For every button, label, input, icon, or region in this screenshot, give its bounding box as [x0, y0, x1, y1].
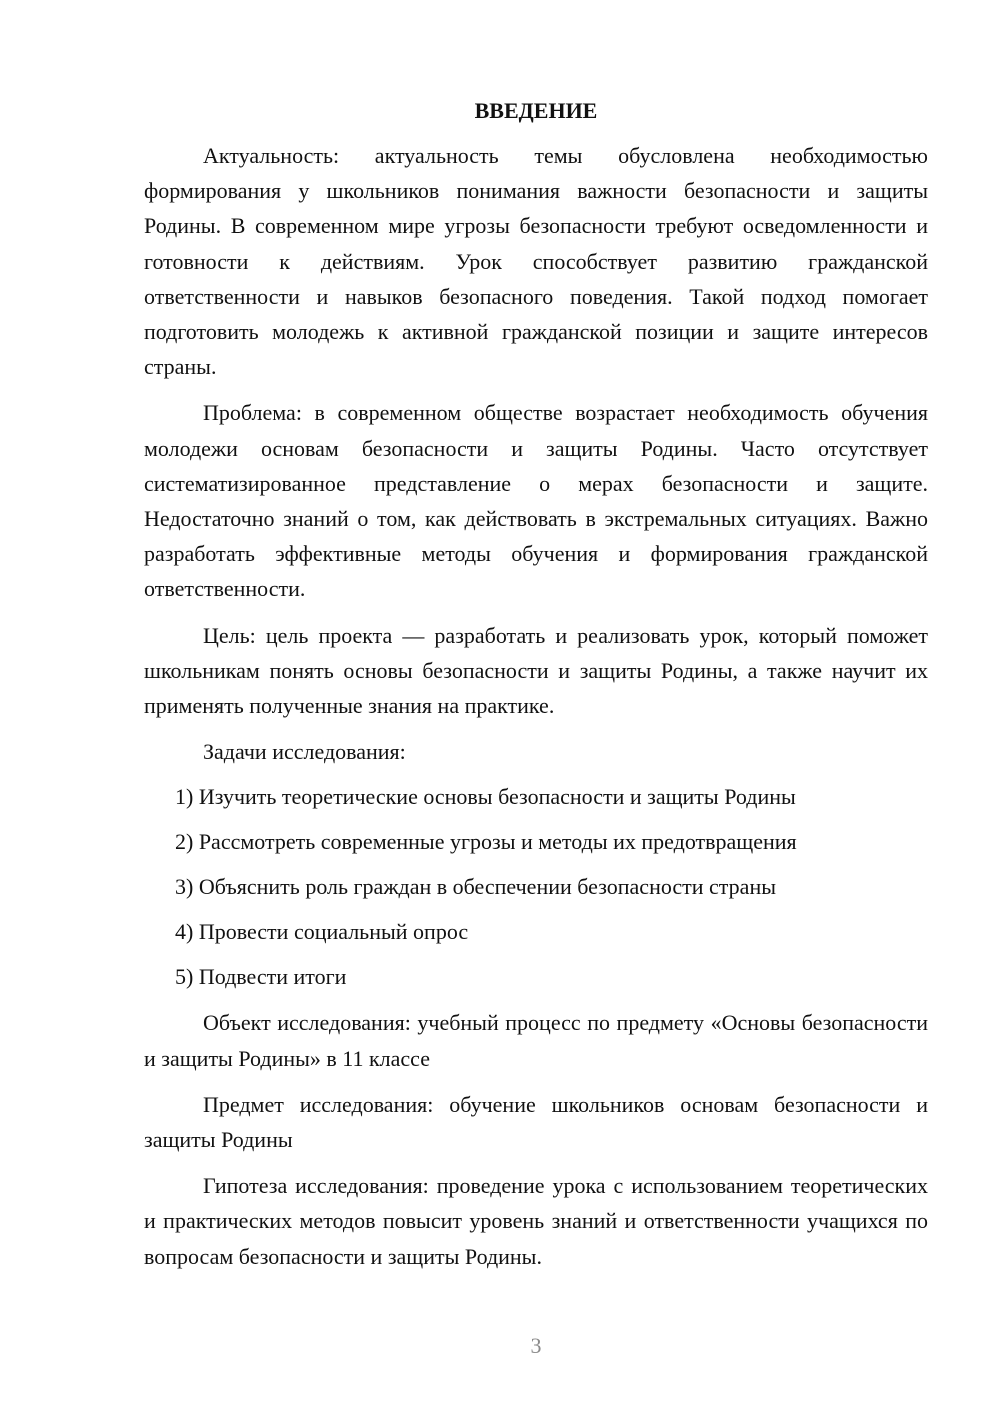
section-title: ВВЕДЕНИЕ — [474, 98, 598, 123]
relevance-paragraph: Актуальность: актуальность темы обусловлена необходимостью формирования у школьников понимания важности безопасности и защиты Родины. В современном мире угрозы безопасности требуют осведомленности и готовности к действиям. Урок способствует развитию гражданской ответственности и навыков безопасного поведения. Такой подход помогает подготовить молодежь к активной гражданской позиции и защите интересов страны. — [144, 143, 928, 380]
hypothesis-paragraph: Гипотеза исследования: проведение урока с использованием теоретических и практических методов повысит уровень знаний и ответственности учащихся по вопросам безопасности и защиты Родины. — [144, 1173, 928, 1269]
list-item: 3) Объяснить роль граждан в обеспечении безопасности страны — [175, 874, 777, 900]
tasks-heading: Задачи исследования: — [203, 739, 406, 765]
list-item: 4) Провести социальный опрос — [175, 919, 469, 945]
list-item: 5) Подвести итоги — [175, 964, 347, 990]
goal-paragraph: Цель: цель проекта — разработать и реализовать урок, который поможет школьникам понять основы безопасности и защиты Родины, а также научит их применять полученные знания на практике. — [144, 622, 928, 719]
subject-paragraph: Предмет исследования: обучение школьников основам безопасности и защиты Родины — [144, 1091, 928, 1153]
page-number-container — [0, 1333, 1000, 1359]
list-item: 1) Изучить теоретические основы безопасности и защиты Родины — [175, 784, 796, 810]
page-content — [144, 93, 928, 1274]
object-paragraph: Объект исследования: учебный процесс по предмету «Основы безопасности и защиты Родины» в 11 классе — [144, 1010, 928, 1071]
tasks-list — [144, 779, 928, 994]
problem-paragraph: Проблема: в современном обществе возрастает необходимость обучения молодежи основам безопасности и защиты Родины. Часто отсутствует систематизированное представление о мерах безопасности и защите. Недостаточно знаний о том, как действовать в экстремальных ситуациях. Важно разработать эффективные методы обучения и формирования гражданской ответственности. — [144, 400, 928, 602]
list-item: 2) Рассмотреть современные угрозы и методы их предотвращения — [175, 829, 797, 855]
page-number: 3 — [530, 1333, 542, 1358]
